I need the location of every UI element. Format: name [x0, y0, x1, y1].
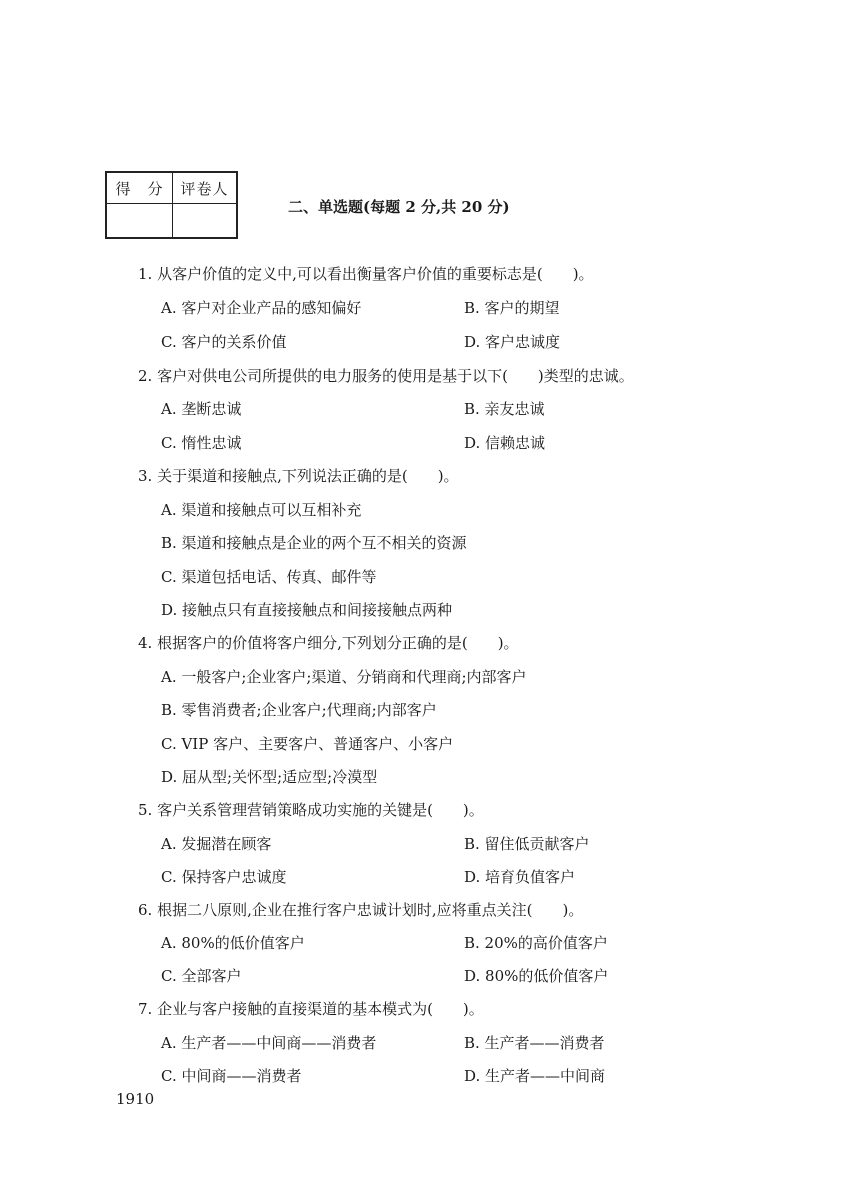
question-4-option-d: D. 屈从型;关怀型;适应型;冷漠型 [161, 768, 378, 786]
question-4-option-a: A. 一般客户;企业客户;渠道、分销商和代理商;内部客户 [161, 668, 527, 686]
question-3-stem: 3. 关于渠道和接触点,下列说法正确的是( )。 [138, 467, 459, 485]
question-1-stem: 1. 从客户价值的定义中,可以看出衡量客户价值的重要标志是( )。 [138, 265, 594, 283]
question-1-option-a: A. 客户对企业产品的感知偏好 [161, 299, 362, 317]
question-3-option-d: D. 接触点只有直接接触点和间接接触点两种 [161, 601, 453, 619]
question-2-option-c: C. 惰性忠诚 [161, 434, 242, 452]
question-2-option-b: B. 亲友忠诚 [464, 400, 545, 418]
question-4-stem: 4. 根据客户的价值将客户细分,下列划分正确的是( )。 [138, 634, 519, 652]
question-6-stem: 6. 根据二八原则,企业在推行客户忠诚计划时,应将重点关注( )。 [138, 901, 584, 919]
question-7-option-b: B. 生产者——消费者 [464, 1034, 605, 1052]
question-7-stem: 7. 企业与客户接触的直接渠道的基本模式为( )。 [138, 1000, 484, 1018]
question-5-stem: 5. 客户关系管理营销策略成功实施的关键是( )。 [138, 801, 484, 819]
question-1-option-d: D. 客户忠诚度 [464, 333, 561, 351]
question-6-option-d: D. 80%的低价值客户 [464, 967, 609, 985]
question-1-option-c: C. 客户的关系价值 [161, 333, 287, 351]
score-cell [107, 204, 173, 237]
question-7-option-c: C. 中间商——消费者 [161, 1067, 302, 1085]
question-7-option-a: A. 生产者——中间商——消费者 [161, 1034, 377, 1052]
question-6-option-a: A. 80%的低价值客户 [161, 934, 305, 952]
grader-header: 评卷人 [173, 173, 236, 204]
question-5-option-d: D. 培育负值客户 [464, 868, 576, 886]
question-1-option-b: B. 客户的期望 [464, 299, 560, 317]
question-6-option-c: C. 全部客户 [161, 967, 242, 985]
question-4-option-b: B. 零售消费者;企业客户;代理商;内部客户 [161, 701, 437, 719]
grader-cell [173, 204, 236, 237]
question-2-option-a: A. 垄断忠诚 [161, 400, 242, 418]
question-2-option-d: D. 信赖忠诚 [464, 434, 546, 452]
section-heading: 二、单选题(每题 2 分,共 20 分) [288, 198, 510, 216]
score-header: 得 分 [107, 173, 173, 204]
question-5-option-b: B. 留住低贡献客户 [464, 835, 590, 853]
page-number: 1910 [116, 1090, 155, 1108]
question-2-stem: 2. 客户对供电公司所提供的电力服务的使用是基于以下( )类型的忠诚。 [138, 367, 634, 385]
question-7-option-d: D. 生产者——中间商 [464, 1067, 606, 1085]
question-4-option-c: C. VIP 客户、主要客户、普通客户、小客户 [161, 735, 454, 753]
question-3-option-b: B. 渠道和接触点是企业的两个互不相关的资源 [161, 534, 467, 552]
question-5-option-a: A. 发掘潜在顾客 [161, 835, 272, 853]
question-6-option-b: B. 20%的高价值客户 [464, 934, 608, 952]
question-3-option-c: C. 渠道包括电话、传真、邮件等 [161, 568, 377, 586]
question-3-option-a: A. 渠道和接触点可以互相补充 [161, 501, 362, 519]
question-5-option-c: C. 保持客户忠诚度 [161, 868, 287, 886]
score-table [105, 171, 238, 239]
